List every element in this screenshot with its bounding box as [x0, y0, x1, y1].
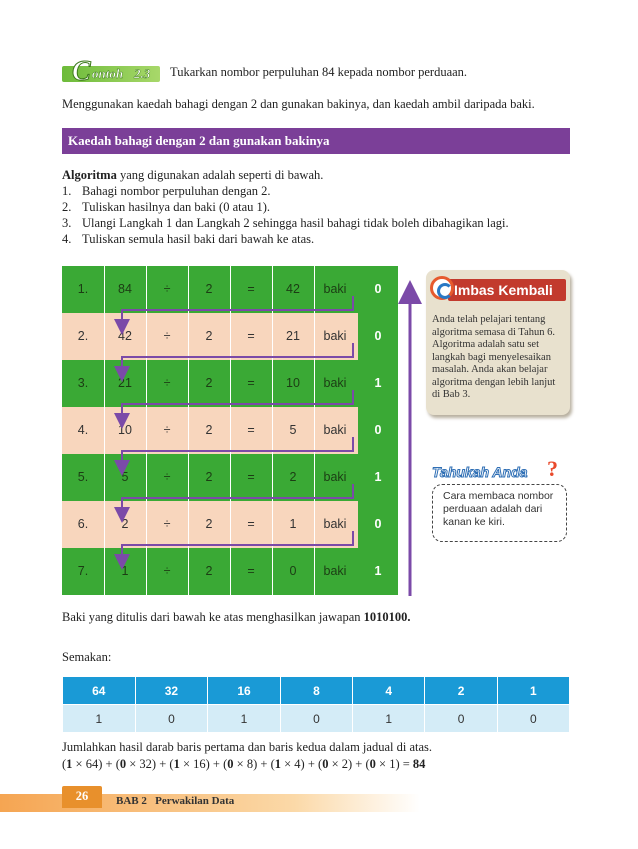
step-number: 2. [62, 200, 72, 214]
check-value-cell: 1 [208, 705, 281, 733]
division-cell-dividend: 1 [121, 564, 129, 578]
division-cell-baki: baki [323, 517, 347, 531]
step-number: 4. [62, 232, 72, 246]
step-text: Ulangi Langkah 1 dan Langkah 2 sehingga hasil bahagi tidak boleh dibahagikan lagi. [82, 216, 509, 230]
division-cell-op: ÷ [163, 376, 171, 390]
division-cell-quotient: 10 [286, 376, 300, 390]
division-cell-n: 6. [77, 517, 89, 531]
check-value-cell: 0 [497, 705, 569, 733]
division-cell-divisor: 2 [205, 423, 213, 437]
division-cell-op: ÷ [163, 423, 171, 437]
division-cell-eq: = [247, 470, 255, 484]
remainder-cell: 1 [358, 360, 398, 407]
division-cell-dividend: 5 [121, 470, 129, 484]
badge-word: ontoh [92, 66, 124, 81]
division-cell-divisor: 2 [205, 282, 213, 296]
division-cell-quotient: 42 [286, 282, 300, 296]
division-cell-n: 5. [77, 470, 89, 484]
check-header-cell: 4 [353, 677, 425, 705]
check-equation [62, 757, 425, 772]
division-cell-dividend: 2 [121, 517, 129, 531]
equation-text: × 16) [179, 757, 210, 771]
imbas-title: Imbas Kembali [454, 282, 553, 298]
division-cell-divisor: 2 [205, 470, 213, 484]
division-cell-eq: = [247, 376, 255, 390]
division-cell-baki: baki [323, 329, 347, 343]
example-question: Tukarkan nombor perpuluhan 84 kepada nombor perduaan. [170, 65, 468, 79]
carry-arrow [122, 343, 353, 374]
badge-number: 2.3 [134, 66, 151, 81]
equation-digit: 1 [66, 757, 73, 771]
equation-digit: 84 [412, 757, 426, 771]
equation-digit: 1 [274, 757, 281, 771]
algorithm-bold: Algoritma [62, 168, 117, 182]
equation-text: ( [318, 757, 323, 771]
equation-text: × 32) [126, 757, 157, 771]
division-cell-quotient: 5 [289, 423, 297, 437]
result-answer: 1010100. [363, 610, 411, 624]
equation-text: × 64) [72, 757, 103, 771]
equation-text: + [352, 757, 366, 771]
division-cell-quotient: 2 [289, 470, 297, 484]
equation-digit: 1 [173, 757, 180, 771]
division-cell-baki: baki [323, 564, 347, 578]
division-cell-dividend: 42 [118, 329, 132, 343]
tahukah-box [432, 484, 567, 542]
division-cell-divisor: 2 [205, 376, 213, 390]
equation-text: ( [169, 757, 174, 771]
page-number: 26 [62, 786, 102, 808]
equation-text: ( [270, 757, 275, 771]
division-cell-quotient: 0 [289, 564, 297, 578]
check-header-cell: 1 [497, 677, 569, 705]
equation-text: + [102, 757, 116, 771]
remainder-cell: 1 [358, 548, 398, 595]
equation-text: × 4) [280, 757, 305, 771]
equation-digit: 0 [369, 757, 376, 771]
division-cell-n: 4. [77, 423, 89, 437]
equation-text: ( [365, 757, 370, 771]
division-cell-op: ÷ [163, 282, 171, 296]
result-line [62, 610, 411, 625]
remainder-cell: 0 [358, 313, 398, 360]
equation-digit: 0 [322, 757, 329, 771]
division-cell-divisor: 2 [205, 517, 213, 531]
check-value-row [63, 705, 570, 733]
division-cell-n: 3. [77, 376, 89, 390]
check-value-cell: 1 [353, 705, 425, 733]
remainder-cell: 1 [358, 454, 398, 501]
division-cell-eq: = [247, 282, 255, 296]
check-header-cell: 2 [425, 677, 497, 705]
step-number: 1. [62, 184, 72, 198]
intro-text: Menggunakan kaedah bahagi dengan 2 dan gunakan bakinya, dan kaedah ambil daripada baki. [62, 97, 535, 111]
division-cell-op: ÷ [163, 329, 171, 343]
equation-text: × 1) [375, 757, 400, 771]
equation-text: + [156, 757, 170, 771]
division-cell-eq: = [247, 564, 255, 578]
carry-arrow [122, 531, 353, 562]
remainder-cell: 0 [358, 407, 398, 454]
division-cell-eq: = [247, 423, 255, 437]
chapter-title: BAB 2 Perwakilan Data [116, 795, 235, 807]
imbas-kembali-box [426, 270, 570, 415]
division-cell-baki: baki [323, 282, 347, 296]
division-cell-divisor: 2 [205, 564, 213, 578]
step-number: 3. [62, 216, 72, 230]
carry-arrow [122, 296, 353, 327]
check-value-cell: 0 [280, 705, 352, 733]
division-cell-eq: = [247, 329, 255, 343]
equation-text: × 8) [233, 757, 258, 771]
check-header-row [63, 677, 570, 705]
division-cell-baki: baki [323, 376, 347, 390]
division-cell-baki: baki [323, 423, 347, 437]
division-cell-n: 1. [77, 282, 89, 296]
division-cell-divisor: 2 [205, 329, 213, 343]
equation-text: ( [115, 757, 120, 771]
division-cell-dividend: 21 [118, 376, 132, 390]
division-cell-dividend: 84 [118, 282, 132, 296]
question-mark-icon: ? [547, 456, 558, 481]
equation-text: + [257, 757, 271, 771]
badge-letter: C [72, 56, 91, 87]
check-value-cell: 0 [135, 705, 208, 733]
check-label: Semakan: [62, 650, 112, 664]
sum-instruction: Jumlahkan hasil darab baris pertama dan baris kedua dalam jadual di atas. [62, 740, 433, 754]
section-header: Kaedah bahagi dengan 2 dan gunakan bakinya [62, 128, 570, 154]
check-value-cell: 1 [63, 705, 136, 733]
carry-arrow [122, 484, 353, 515]
carry-arrow [122, 437, 353, 468]
division-cell-dividend: 10 [118, 423, 132, 437]
step-text: Bahagi nombor perpuluhan dengan 2. [82, 184, 271, 198]
equation-text: ( [62, 757, 67, 771]
division-cell-quotient: 1 [289, 517, 297, 531]
equation-text: + [304, 757, 319, 771]
division-cell-op: ÷ [163, 470, 171, 484]
algorithm-lead: yang digunakan adalah seperti di bawah. [116, 168, 324, 182]
equation-text: = [399, 757, 413, 771]
check-header-cell: 32 [135, 677, 208, 705]
check-table [62, 676, 570, 733]
step-text: Tuliskan semula hasil baki dari bawah ke atas. [82, 232, 315, 246]
step-text: Tuliskan hasilnya dan baki (0 atau 1). [82, 200, 271, 214]
check-header-cell: 16 [208, 677, 281, 705]
equation-text: ( [223, 757, 228, 771]
tahukah-text: Cara membaca nombor perduaan adalah dari kanan ke kiri. [443, 490, 554, 528]
equation-digit: 0 [227, 757, 234, 771]
division-cell-op: ÷ [163, 564, 171, 578]
imbas-text: Anda telah pelajari tentang algoritma semasa di Tahun 6. Algoritma adalah satu set langkah bagi menyelesaikan masalah. Anda akan belajar algoritma dengan lebih lanjut di Bab 3. [432, 314, 556, 400]
remainder-cell: 0 [358, 501, 398, 548]
result-text: Baki yang ditulis dari bawah ke atas menghasilkan jawapan [62, 610, 364, 624]
check-value-cell: 0 [425, 705, 497, 733]
equation-text: + [209, 757, 224, 771]
tahukah-title: Tahukah Anda [432, 464, 528, 480]
remainder-cell: 0 [358, 266, 398, 313]
check-header-cell: 64 [63, 677, 136, 705]
division-cell-n: 7. [77, 564, 89, 578]
equation-text: × 2) [328, 757, 353, 771]
carry-arrow [122, 390, 353, 421]
division-cell-baki: baki [323, 470, 347, 484]
refresh-icon [430, 276, 454, 300]
division-cell-op: ÷ [163, 517, 171, 531]
division-cell-quotient: 21 [286, 329, 300, 343]
equation-digit: 0 [119, 757, 127, 771]
check-header-cell: 8 [280, 677, 352, 705]
division-cell-eq: = [247, 517, 255, 531]
division-cell-n: 2. [77, 329, 89, 343]
